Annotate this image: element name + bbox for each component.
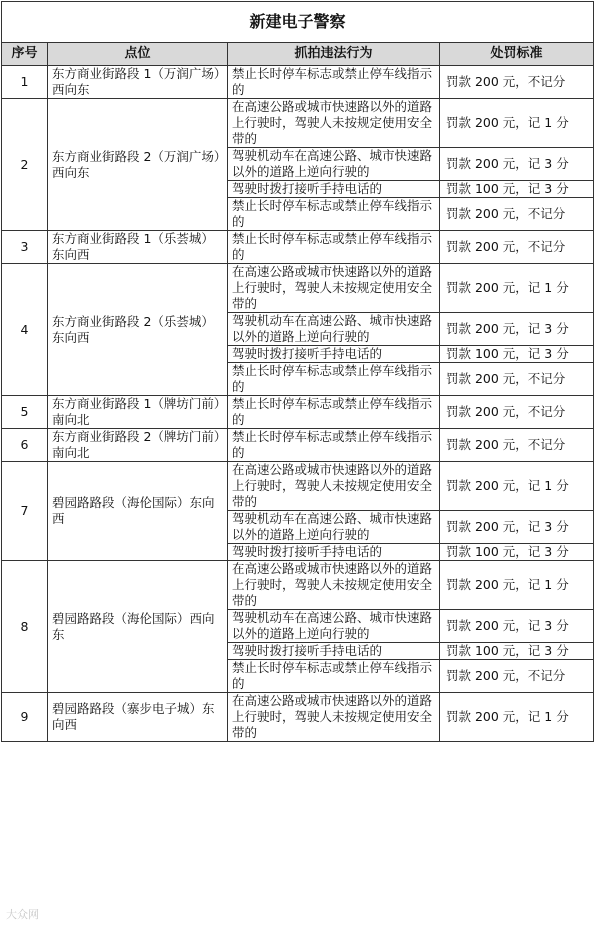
penalty-cell: 罚款 200 元，记 1 分 xyxy=(440,462,594,511)
table-row xyxy=(2,264,594,313)
violation-cell: 在高速公路或城市快速路以外的道路上行驶时，驾驶人未按规定使用安全带的 xyxy=(228,561,440,610)
header-location: 点位 xyxy=(48,43,228,66)
header-no: 序号 xyxy=(2,43,48,66)
violation-cell: 驾驶机动车在高速公路、城市快速路以外的道路上逆向行驶的 xyxy=(228,313,440,346)
table-row xyxy=(2,462,594,511)
penalty-cell: 罚款 100 元，记 3 分 xyxy=(440,346,594,363)
penalty-cell: 罚款 200 元，记 1 分 xyxy=(440,264,594,313)
location-cell: 东方商业街路段 2（乐荟城）东向西 xyxy=(48,264,228,396)
location-cell: 东方商业街路段 2（万润广场）西向东 xyxy=(48,99,228,231)
violation-cell: 在高速公路或城市快速路以外的道路上行驶时，驾驶人未按规定使用安全带的 xyxy=(228,264,440,313)
penalty-cell: 罚款 200 元，不记分 xyxy=(440,363,594,396)
violation-cell: 在高速公路或城市快速路以外的道路上行驶时，驾驶人未按规定使用安全带的 xyxy=(228,99,440,148)
penalty-cell: 罚款 200 元，不记分 xyxy=(440,66,594,99)
violation-cell: 禁止长时停车标志或禁止停车线指示的 xyxy=(228,429,440,462)
location-cell: 碧园路路段（海伦国际）东向西 xyxy=(48,462,228,561)
penalty-cell: 罚款 200 元，记 1 分 xyxy=(440,693,594,742)
penalty-cell: 罚款 200 元，不记分 xyxy=(440,396,594,429)
table-row xyxy=(2,99,594,148)
location-cell: 东方商业街路段 1（万润广场）西向东 xyxy=(48,66,228,99)
penalty-cell: 罚款 200 元，记 3 分 xyxy=(440,610,594,643)
violation-cell: 在高速公路或城市快速路以外的道路上行驶时，驾驶人未按规定使用安全带的 xyxy=(228,693,440,742)
violation-cell: 驾驶时拨打接听手持电话的 xyxy=(228,643,440,660)
penalty-cell: 罚款 200 元，记 3 分 xyxy=(440,313,594,346)
watermark-logo: 大众网 xyxy=(6,908,39,921)
table-row xyxy=(2,396,594,429)
row-number: 7 xyxy=(2,462,48,561)
violation-cell: 驾驶时拨打接听手持电话的 xyxy=(228,181,440,198)
table-title: 新建电子警察 xyxy=(2,2,594,43)
table-row xyxy=(2,66,594,99)
violation-cell: 禁止长时停车标志或禁止停车线指示的 xyxy=(228,231,440,264)
table-row xyxy=(2,693,594,742)
violation-cell: 在高速公路或城市快速路以外的道路上行驶时，驾驶人未按规定使用安全带的 xyxy=(228,462,440,511)
violation-cell: 禁止长时停车标志或禁止停车线指示的 xyxy=(228,363,440,396)
row-number: 5 xyxy=(2,396,48,429)
location-cell: 碧园路路段（海伦国际）西向东 xyxy=(48,561,228,693)
violation-cell: 驾驶时拨打接听手持电话的 xyxy=(228,346,440,363)
header-penalty: 处罚标准 xyxy=(440,43,594,66)
row-number: 1 xyxy=(2,66,48,99)
row-number: 3 xyxy=(2,231,48,264)
violation-cell: 驾驶机动车在高速公路、城市快速路以外的道路上逆向行驶的 xyxy=(228,610,440,643)
penalty-cell: 罚款 200 元，记 3 分 xyxy=(440,511,594,544)
header-row xyxy=(2,43,594,66)
penalty-cell: 罚款 100 元，记 3 分 xyxy=(440,181,594,198)
penalty-cell: 罚款 200 元，不记分 xyxy=(440,429,594,462)
location-cell: 东方商业街路段 2（牌坊门前）南向北 xyxy=(48,429,228,462)
penalty-table xyxy=(1,1,594,742)
violation-cell: 禁止长时停车标志或禁止停车线指示的 xyxy=(228,198,440,231)
penalty-cell: 罚款 200 元，记 1 分 xyxy=(440,561,594,610)
penalty-cell: 罚款 200 元，记 1 分 xyxy=(440,99,594,148)
violation-cell: 禁止长时停车标志或禁止停车线指示的 xyxy=(228,396,440,429)
table-row xyxy=(2,231,594,264)
penalty-cell: 罚款 200 元，不记分 xyxy=(440,231,594,264)
header-violation: 抓拍违法行为 xyxy=(228,43,440,66)
penalty-cell: 罚款 200 元，记 3 分 xyxy=(440,148,594,181)
row-number: 8 xyxy=(2,561,48,693)
violation-cell: 禁止长时停车标志或禁止停车线指示的 xyxy=(228,66,440,99)
location-cell: 东方商业街路段 1（牌坊门前）南向北 xyxy=(48,396,228,429)
violation-cell: 禁止长时停车标志或禁止停车线指示的 xyxy=(228,660,440,693)
row-number: 6 xyxy=(2,429,48,462)
row-number: 2 xyxy=(2,99,48,231)
table-row xyxy=(2,429,594,462)
violation-cell: 驾驶时拨打接听手持电话的 xyxy=(228,544,440,561)
violation-cell: 驾驶机动车在高速公路、城市快速路以外的道路上逆向行驶的 xyxy=(228,511,440,544)
penalty-cell: 罚款 100 元，记 3 分 xyxy=(440,643,594,660)
table-row xyxy=(2,561,594,610)
violation-cell: 驾驶机动车在高速公路、城市快速路以外的道路上逆向行驶的 xyxy=(228,148,440,181)
penalty-cell: 罚款 200 元，不记分 xyxy=(440,198,594,231)
penalty-cell: 罚款 200 元，不记分 xyxy=(440,660,594,693)
location-cell: 东方商业街路段 1（乐荟城）东向西 xyxy=(48,231,228,264)
row-number: 9 xyxy=(2,693,48,742)
penalty-cell: 罚款 100 元，记 3 分 xyxy=(440,544,594,561)
row-number: 4 xyxy=(2,264,48,396)
location-cell: 碧园路路段（寨步电子城）东向西 xyxy=(48,693,228,742)
